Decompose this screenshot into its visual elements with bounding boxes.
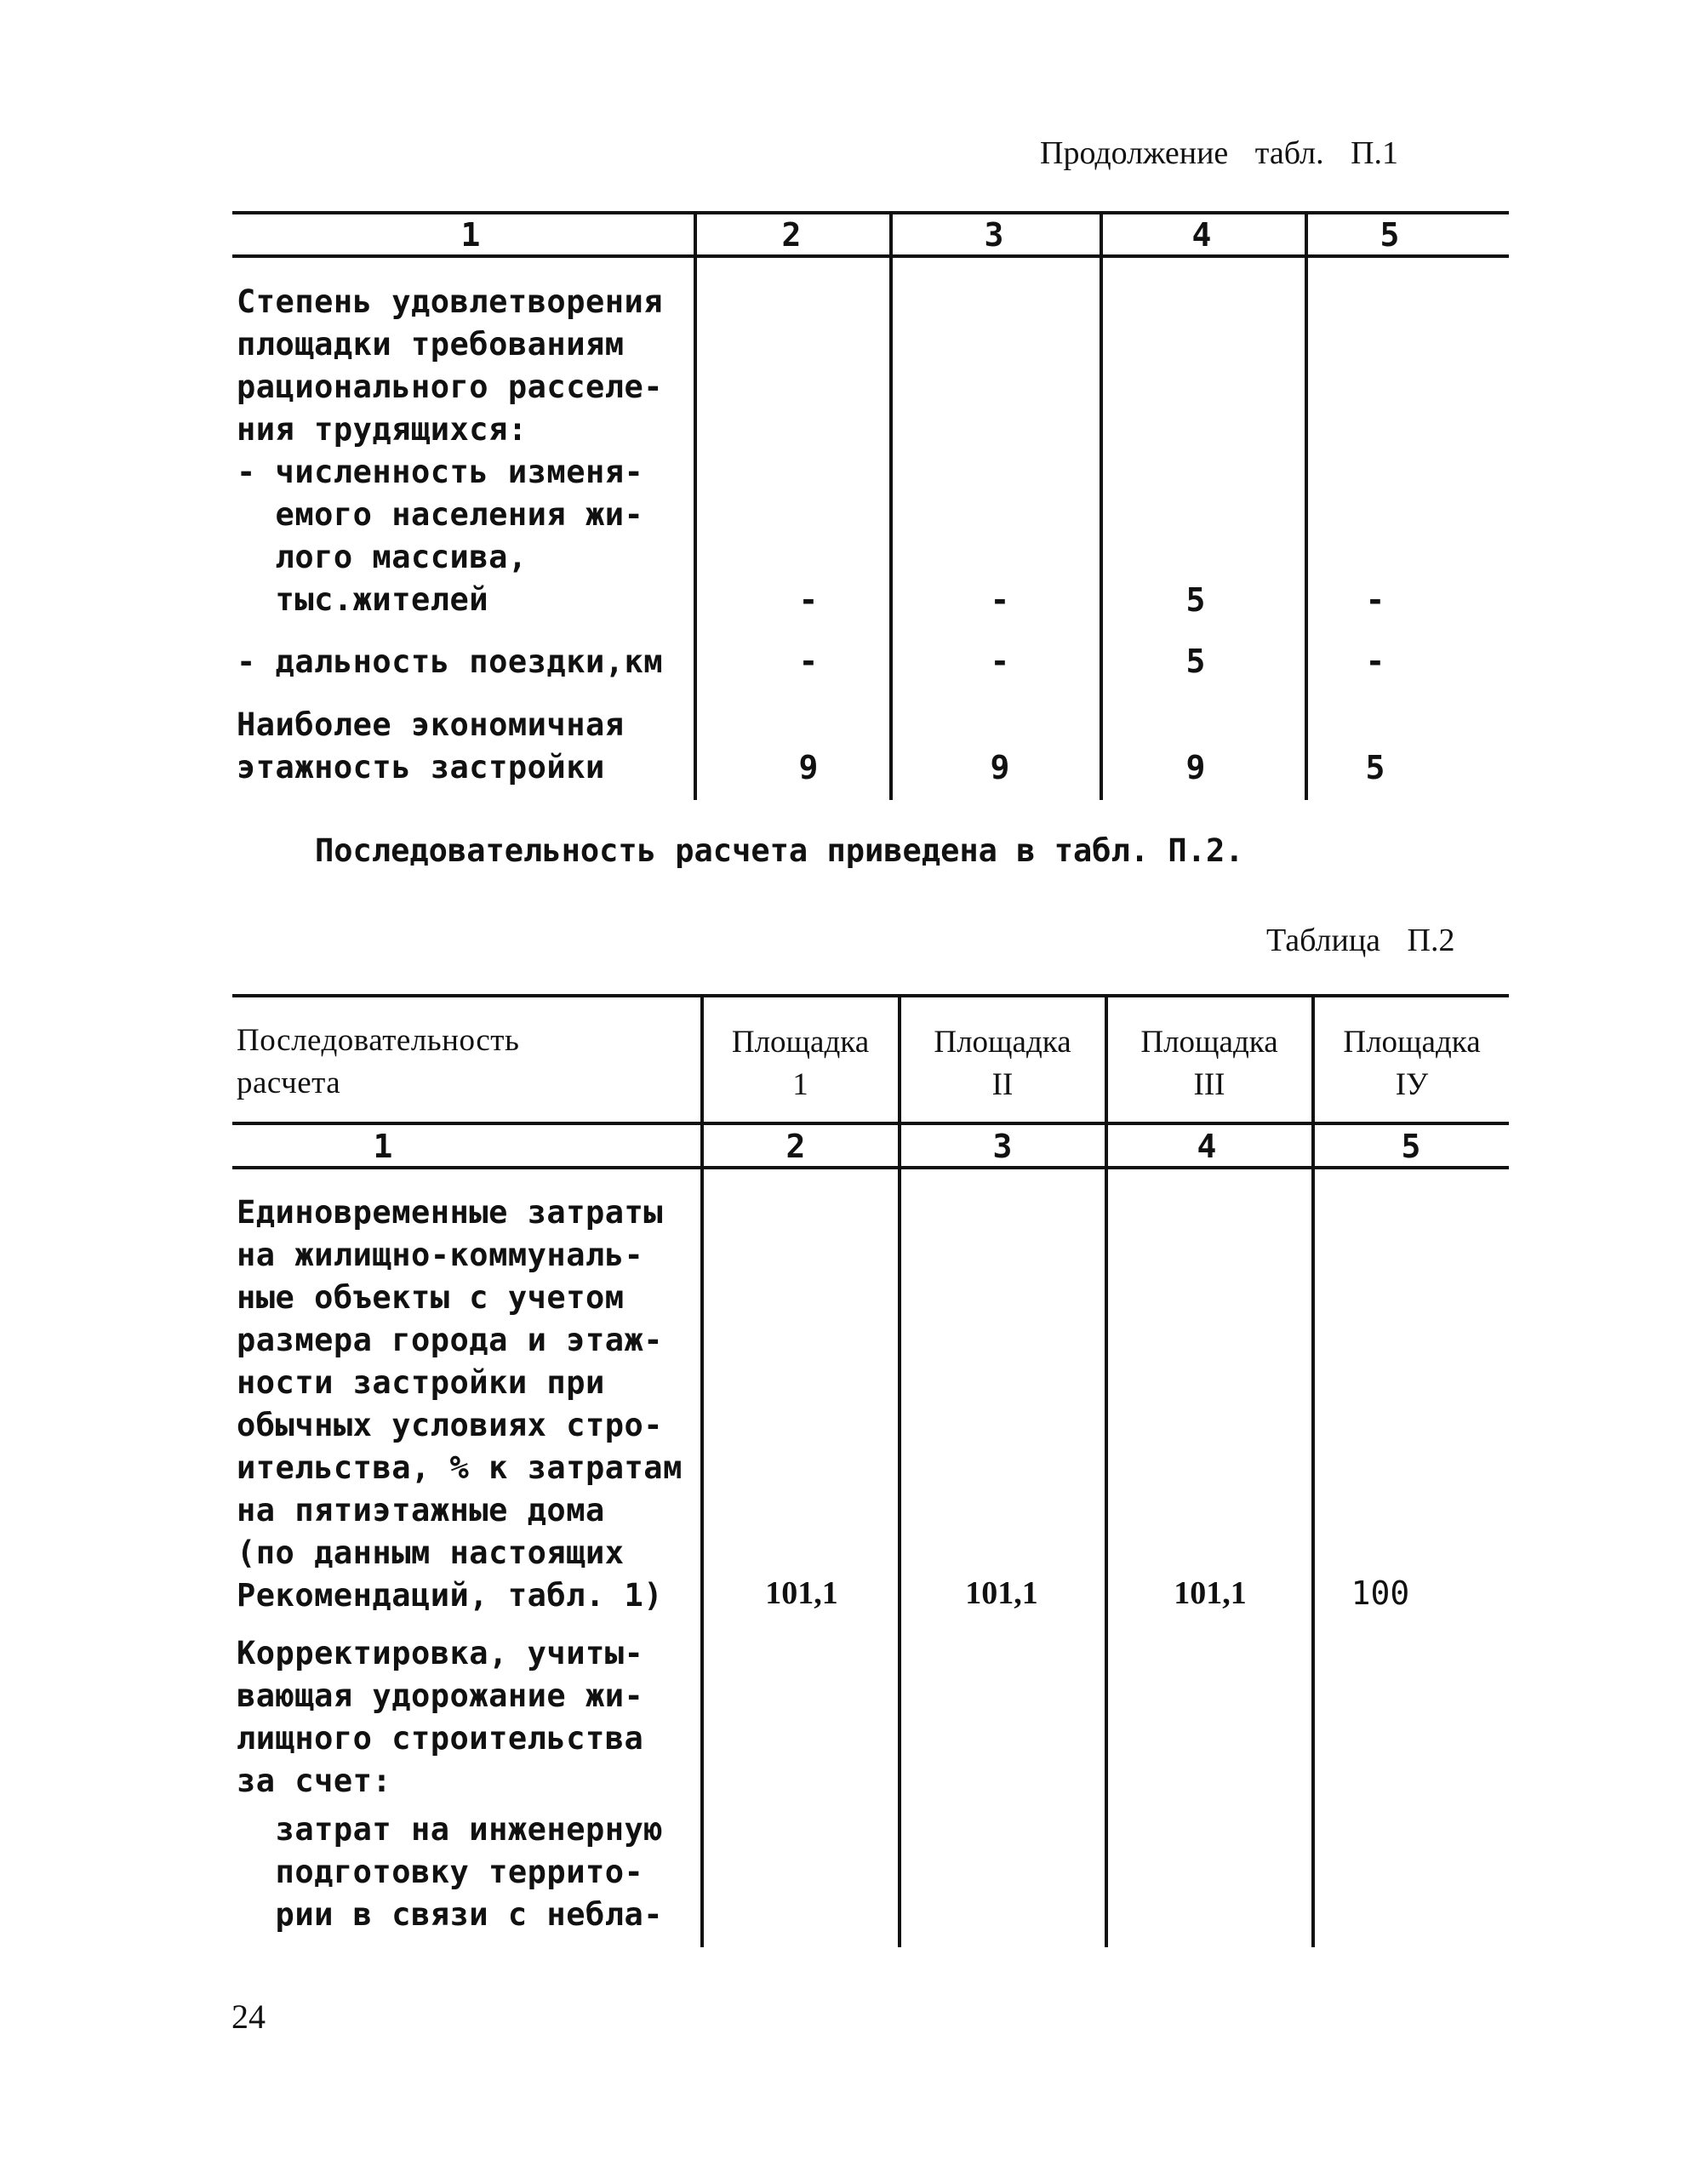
table2-header: Площадка III [1140,1025,1278,1102]
table2-caption: Таблица П.2 [1266,923,1455,958]
table2-header: Площадка II [934,1025,1071,1102]
table2-col-divider [700,994,704,1947]
table1-cell: - [990,643,1010,680]
table2-header: Площадка 1 [731,1025,870,1102]
table1-cell: 5 [1185,643,1206,680]
table2-cell: 100 [1351,1574,1410,1612]
table1-header-rule [232,254,1509,258]
table1-colnum: 5 [1380,216,1400,254]
table2-cell: 101,1 [765,1575,838,1611]
table2-colnum: 1 [373,1128,393,1165]
table1-colnum: 1 [460,216,481,254]
table1-caption: Продолжение табл. П.1 [1040,135,1399,171]
table1-cell: - [1365,643,1385,680]
table1-col-divider [1305,211,1308,800]
table1-cell: 9 [990,749,1010,786]
table1-colnum: 3 [984,216,1004,254]
table2-col-divider [898,994,901,1947]
body-paragraph: Последовательность расчета приведена в табл. П.2. [315,832,1244,869]
table2-cell: 101,1 [1174,1575,1247,1611]
table2-colnum: 3 [992,1128,1013,1165]
table1-row-label: - дальность поездки,км [237,643,664,680]
table2-colnum: 2 [785,1128,806,1165]
table2-colnum: 5 [1401,1128,1421,1165]
table1-top-rule [232,211,1509,214]
table1-cell: - [798,581,819,619]
table1-cell: 5 [1185,581,1206,619]
table1-col-divider [694,211,697,800]
table2-header-rule [232,1122,1509,1125]
table2-header: Последовательность расчета [237,1023,520,1100]
table1-row-label: Степень удовлетворения площадки требованиям рационального расселе- ния трудящихся: [237,283,664,448]
table2-cell: 101,1 [965,1575,1038,1611]
table1-col-divider [1100,211,1103,800]
table1-cell: 9 [798,749,819,786]
table2-colnum-rule [232,1166,1509,1169]
table2-colnum: 4 [1197,1128,1217,1165]
table1-col-divider [889,211,893,800]
table2-header: Площадка IУ [1343,1025,1481,1102]
table1-cell: 9 [1185,749,1206,786]
table2-top-rule [232,994,1509,997]
table1-colnum: 2 [781,216,802,254]
table1-cell: 5 [1365,749,1385,786]
table2-row-label: Единовременные затраты на жилищно-коммуналь- ные объекты с учетом размера города и этаж- ности застройки при обычных условиях стро- ительства, % к затратам на пятиэтажные дома (по данным настоящих Рекомендаций, табл. 1) [237,1194,683,1614]
table2-row-label: затрат на инженерную подготовку террито- рии в связи с небла- [275,1811,664,1933]
table1-cell: - [1365,581,1385,619]
table2-row-label: Корректировка, учиты- вающая удорожание жи- лищного строительства за счет: [237,1635,644,1799]
table2-col-divider [1105,994,1108,1947]
table1-row-label: Наиболее экономичная этажность застройки [237,706,625,786]
table1-cell: - [798,643,819,680]
table1-colnum: 4 [1191,216,1212,254]
table1-row-label: - численность изменя- емого населения жи- лого массива, тыс.жителей [237,454,644,618]
page-number: 24 [231,1997,266,2036]
table2-col-divider [1311,994,1315,1947]
table1-cell: - [990,581,1010,619]
